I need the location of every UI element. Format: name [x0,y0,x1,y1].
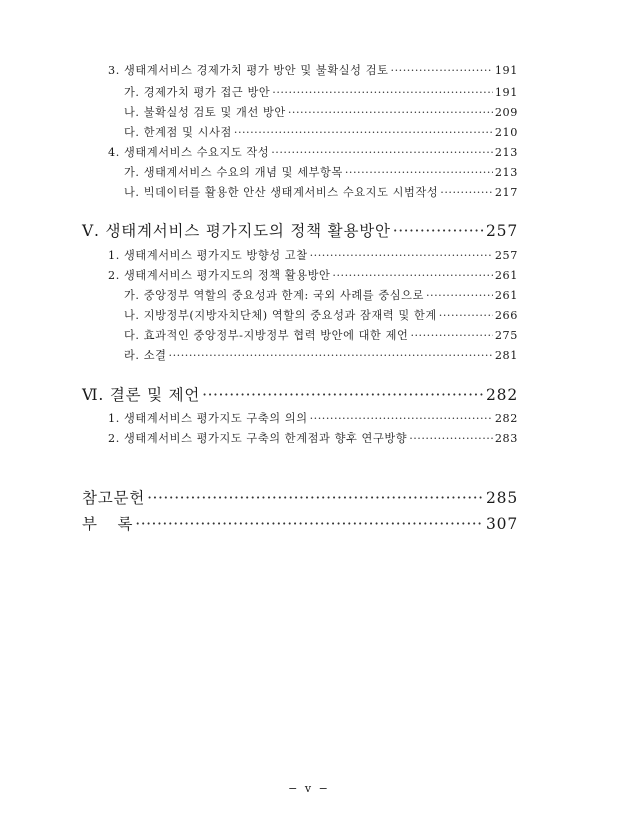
toc-entry[interactable] [108,430,518,446]
toc-entry-label: 2. 생태계서비스 평가지도 구축의 한계점과 향후 연구방향 [108,432,408,445]
toc-entry-page: 281 [494,349,518,362]
toc-entry-label: 4. 생태계서비스 수요지도 작성 [108,146,270,159]
toc-entry[interactable] [108,267,518,283]
toc-entry-page: 191 [494,86,518,99]
toc-entry-page: 210 [494,126,518,139]
leader-dots [409,432,493,445]
toc-entry-page: 261 [494,289,518,302]
leader-dots [169,349,493,362]
leader-dots [288,106,493,119]
toc-entry-label: 가. 중앙정부 역할의 중요성과 한계: 국외 사례를 중심으로 [124,289,424,302]
toc-entry-page: 283 [494,432,518,445]
toc-entry-page: 213 [494,146,518,159]
leader-dots [391,64,493,77]
toc-chapter-page: 282 [486,386,518,404]
toc-appendix-label: 부 록 [82,515,134,533]
toc-entry[interactable] [124,124,518,140]
leader-dots [271,146,493,159]
toc-entry[interactable] [124,84,518,100]
toc-chapter-page: 257 [486,222,518,240]
leader-dots [202,386,484,404]
toc-entry-page: 257 [494,249,518,262]
toc-entry[interactable] [124,307,518,323]
toc-references[interactable] [82,486,518,508]
toc-entry-label: 나. 불확실성 검토 및 개선 방안 [124,106,286,119]
toc-entry-label: 1. 생태계서비스 평가지도 구축의 의의 [108,412,308,425]
toc-entry[interactable] [108,247,518,263]
leader-dots [310,249,493,262]
toc-entry-page: 209 [494,106,518,119]
toc-entry-label: 1. 생태계서비스 평가지도 방향성 고찰 [108,249,308,262]
toc-entry-page: 213 [494,166,518,179]
toc-entry[interactable] [108,62,518,78]
toc-entry-label: 가. 경제가치 평가 접근 방안 [124,86,271,99]
leader-dots [439,309,493,322]
toc-entry-label: 가. 생태계서비스 수요의 개념 및 세부항목 [124,166,343,179]
toc-entry[interactable] [124,327,518,343]
leader-dots [440,186,493,199]
toc-entry-label: 라. 소결 [124,349,167,362]
toc-entry-label: 나. 지방정부(지방자치단체) 역할의 중요성과 잠재력 및 한계 [124,309,437,322]
toc-entry[interactable] [108,410,518,426]
leader-dots [147,489,484,507]
toc-entry-label: 2. 생태계서비스 평가지도의 정책 활용방안 [108,269,331,282]
toc-entry-page: 266 [494,309,518,322]
toc-chapter[interactable] [82,219,518,241]
toc-chapter-title: Ⅵ. 결론 및 제언 [82,386,201,404]
leader-dots [135,515,484,533]
leader-dots [393,222,484,240]
leader-dots [310,412,493,425]
toc-chapter[interactable] [82,383,518,405]
toc-chapter-title: Ⅴ. 생태계서비스 평가지도의 정책 활용방안 [82,222,391,240]
toc-entry-page: 282 [494,412,518,425]
toc-entry-page: 217 [494,186,518,199]
toc-entry[interactable] [124,287,518,303]
toc-entry-label: 3. 생태계서비스 경제가치 평가 방안 및 불확실성 검토 [108,64,389,77]
toc-entry[interactable] [124,164,518,180]
toc-appendix-page: 307 [486,515,518,533]
toc-entry-page: 275 [494,329,518,342]
toc-references-page: 285 [486,489,518,507]
toc-entry-label: 다. 효과적인 중앙정부-지방정부 협력 방안에 대한 제언 [124,329,409,342]
toc-entry[interactable] [124,347,518,363]
toc-entry-page: 261 [494,269,518,282]
leader-dots [332,269,492,282]
toc-entry[interactable] [108,144,518,160]
leader-dots [272,86,493,99]
toc-entry[interactable] [124,184,518,200]
leader-dots [345,166,493,179]
toc-entry[interactable] [124,104,518,120]
leader-dots [426,289,493,302]
toc-references-label: 참고문헌 [82,489,146,507]
toc-appendix[interactable] [82,512,518,534]
page-number: − v − [288,782,330,795]
toc-entry-page: 191 [494,64,518,77]
leader-dots [410,329,492,342]
toc-entry-label: 나. 빅데이터를 활용한 안산 생태계서비스 수요지도 시범작성 [124,186,439,199]
leader-dots [234,126,493,139]
toc-entry-label: 다. 한계점 및 시사점 [124,126,232,139]
